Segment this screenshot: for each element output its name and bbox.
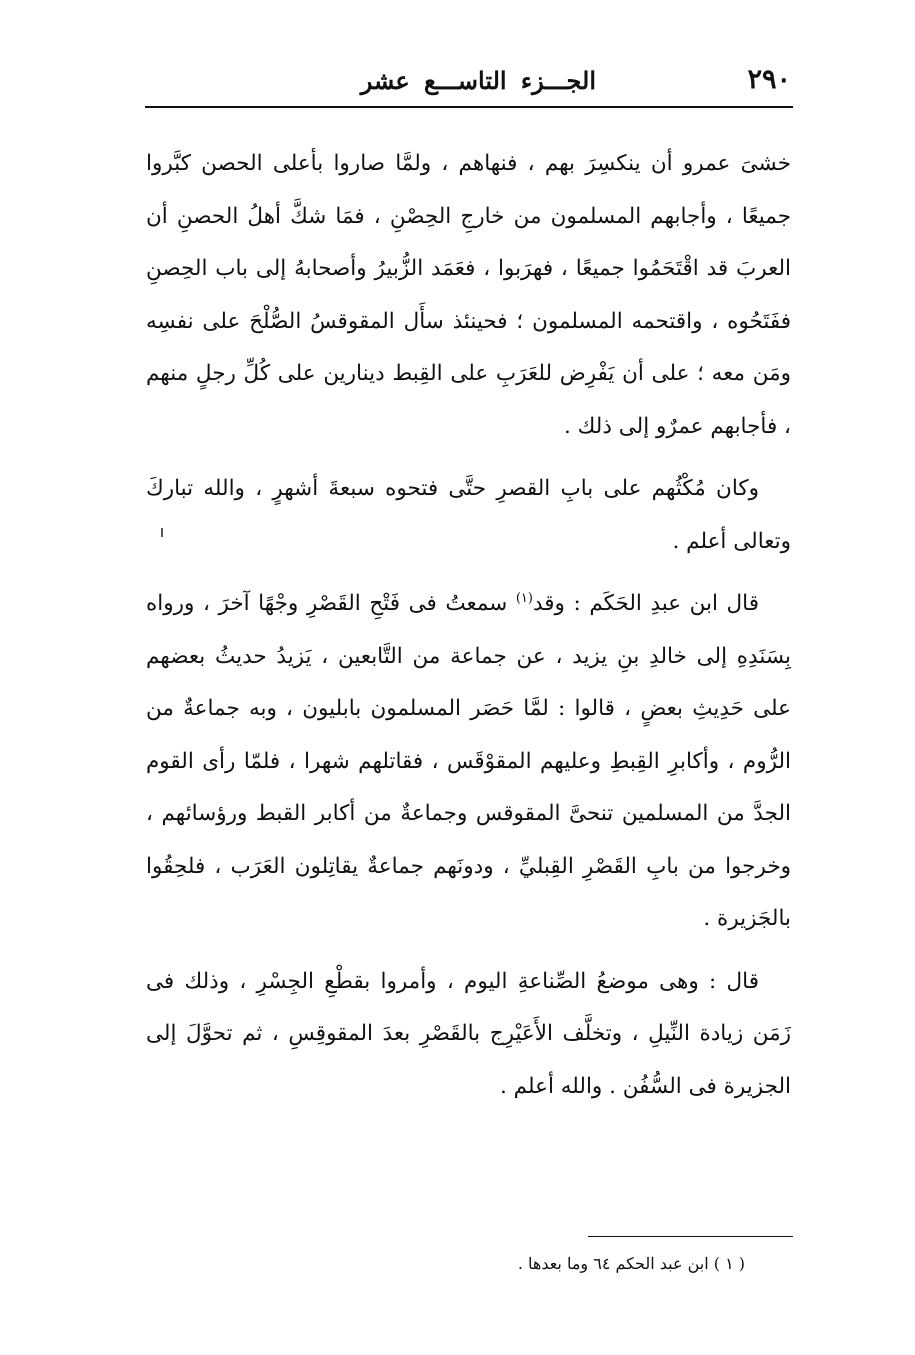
footnote-rule — [588, 1236, 793, 1237]
paragraph-4: قال : وهى موضعُ الصِّناعةِ اليوم ، وأمروا بقطْعِ الجِسْرِ ، وذلك فى زَمَن زيادة النِّيلِ ، وتخلَّف الأَعَيْرِج بالقَصْرِ بعدَ المقوقِسِ ، ثم تحوَّلَ إلى الجزيرة فى السُّفُن . والله أعلم . — [146, 968, 791, 1099]
running-title: الجـــزء التاســـع عشر — [360, 66, 596, 95]
paragraph-3-rest: سمعتُ فى فَتْحِ القَصْرِ وجْهًا آخرَ ، ورواه بِسَنَدِهِ إلى خالدِ بنِ يزيد ، عن جماعة من التَّابعين ، يَزيدُ حديثُ بعضهم على حَدِيثِ بعضٍ ، قالوا : لمَّا حَصَر المسلمون بابليون ، وبه جماعةٌ من الرُّوم ، وأكابرِ القِبطِ وعليهم المقوْقَس ، فقاتلهم شهرا ، فلمّا رأى القوم الجدَّ من المسلمين تنحىَّ المقوقس وجماعةٌ من أكابر القبط ورؤسائهم ، وخرجوا من بابِ القَصْرِ القِبليِّ ، ودونَهم جماعةٌ يقاتِلون العَرَب ، فلحِقُوا بالجَزيرة . — [146, 591, 791, 931]
paragraph-2: وكان مُكْثُهم على بابِ القصرِ حتَّى فتحوه سبعةَ أشهرٍ ، والله تباركَ وتعالى أعلم . — [146, 476, 791, 554]
header-rule — [145, 106, 793, 108]
paragraph-1: خشىَ عمرو أن ينكسِرَ بهم ، فنهاهم ، ولمَّا صاروا بأعلى الحصن كبَّروا جميعًا ، وأجابهم المسلمون من خارجِ الحِصْنِ ، فمَا شكَّ أهلُ الحصنِ أن العربَ قد اقْتَحَمُوا جميعًا ، فهرَبوا ، فعَمَد الزُّبيرُ وأصحابهُ إلى باب الحِصنِ ففَتَحُوه ، واقتحمه المسلمون ؛ فحينئذ سأَل المقوقسُ الصُّلْحَ على نفسِه ومَن معه ؛ على أن يَفْرِض للعَرَبِ على القِبط دينارين على كُلِّ رجلٍ منهم ، فأجابهم عمرٌو إلى ذلك . — [146, 151, 791, 439]
footnote: ( ١ ) ابن عبد الحكم ٦٤ وما بعدها . — [517, 1254, 745, 1273]
page-body — [146, 138, 791, 1113]
paragraph-3-lead: قال ابن عبدِ الحَكَم : وقد — [532, 591, 759, 616]
footnote-reference: (١) — [515, 590, 533, 606]
print-speck — [161, 528, 163, 537]
paragraph-3 — [146, 578, 791, 946]
page-header — [145, 60, 791, 104]
page-number: ٢٩٠ — [747, 64, 791, 95]
